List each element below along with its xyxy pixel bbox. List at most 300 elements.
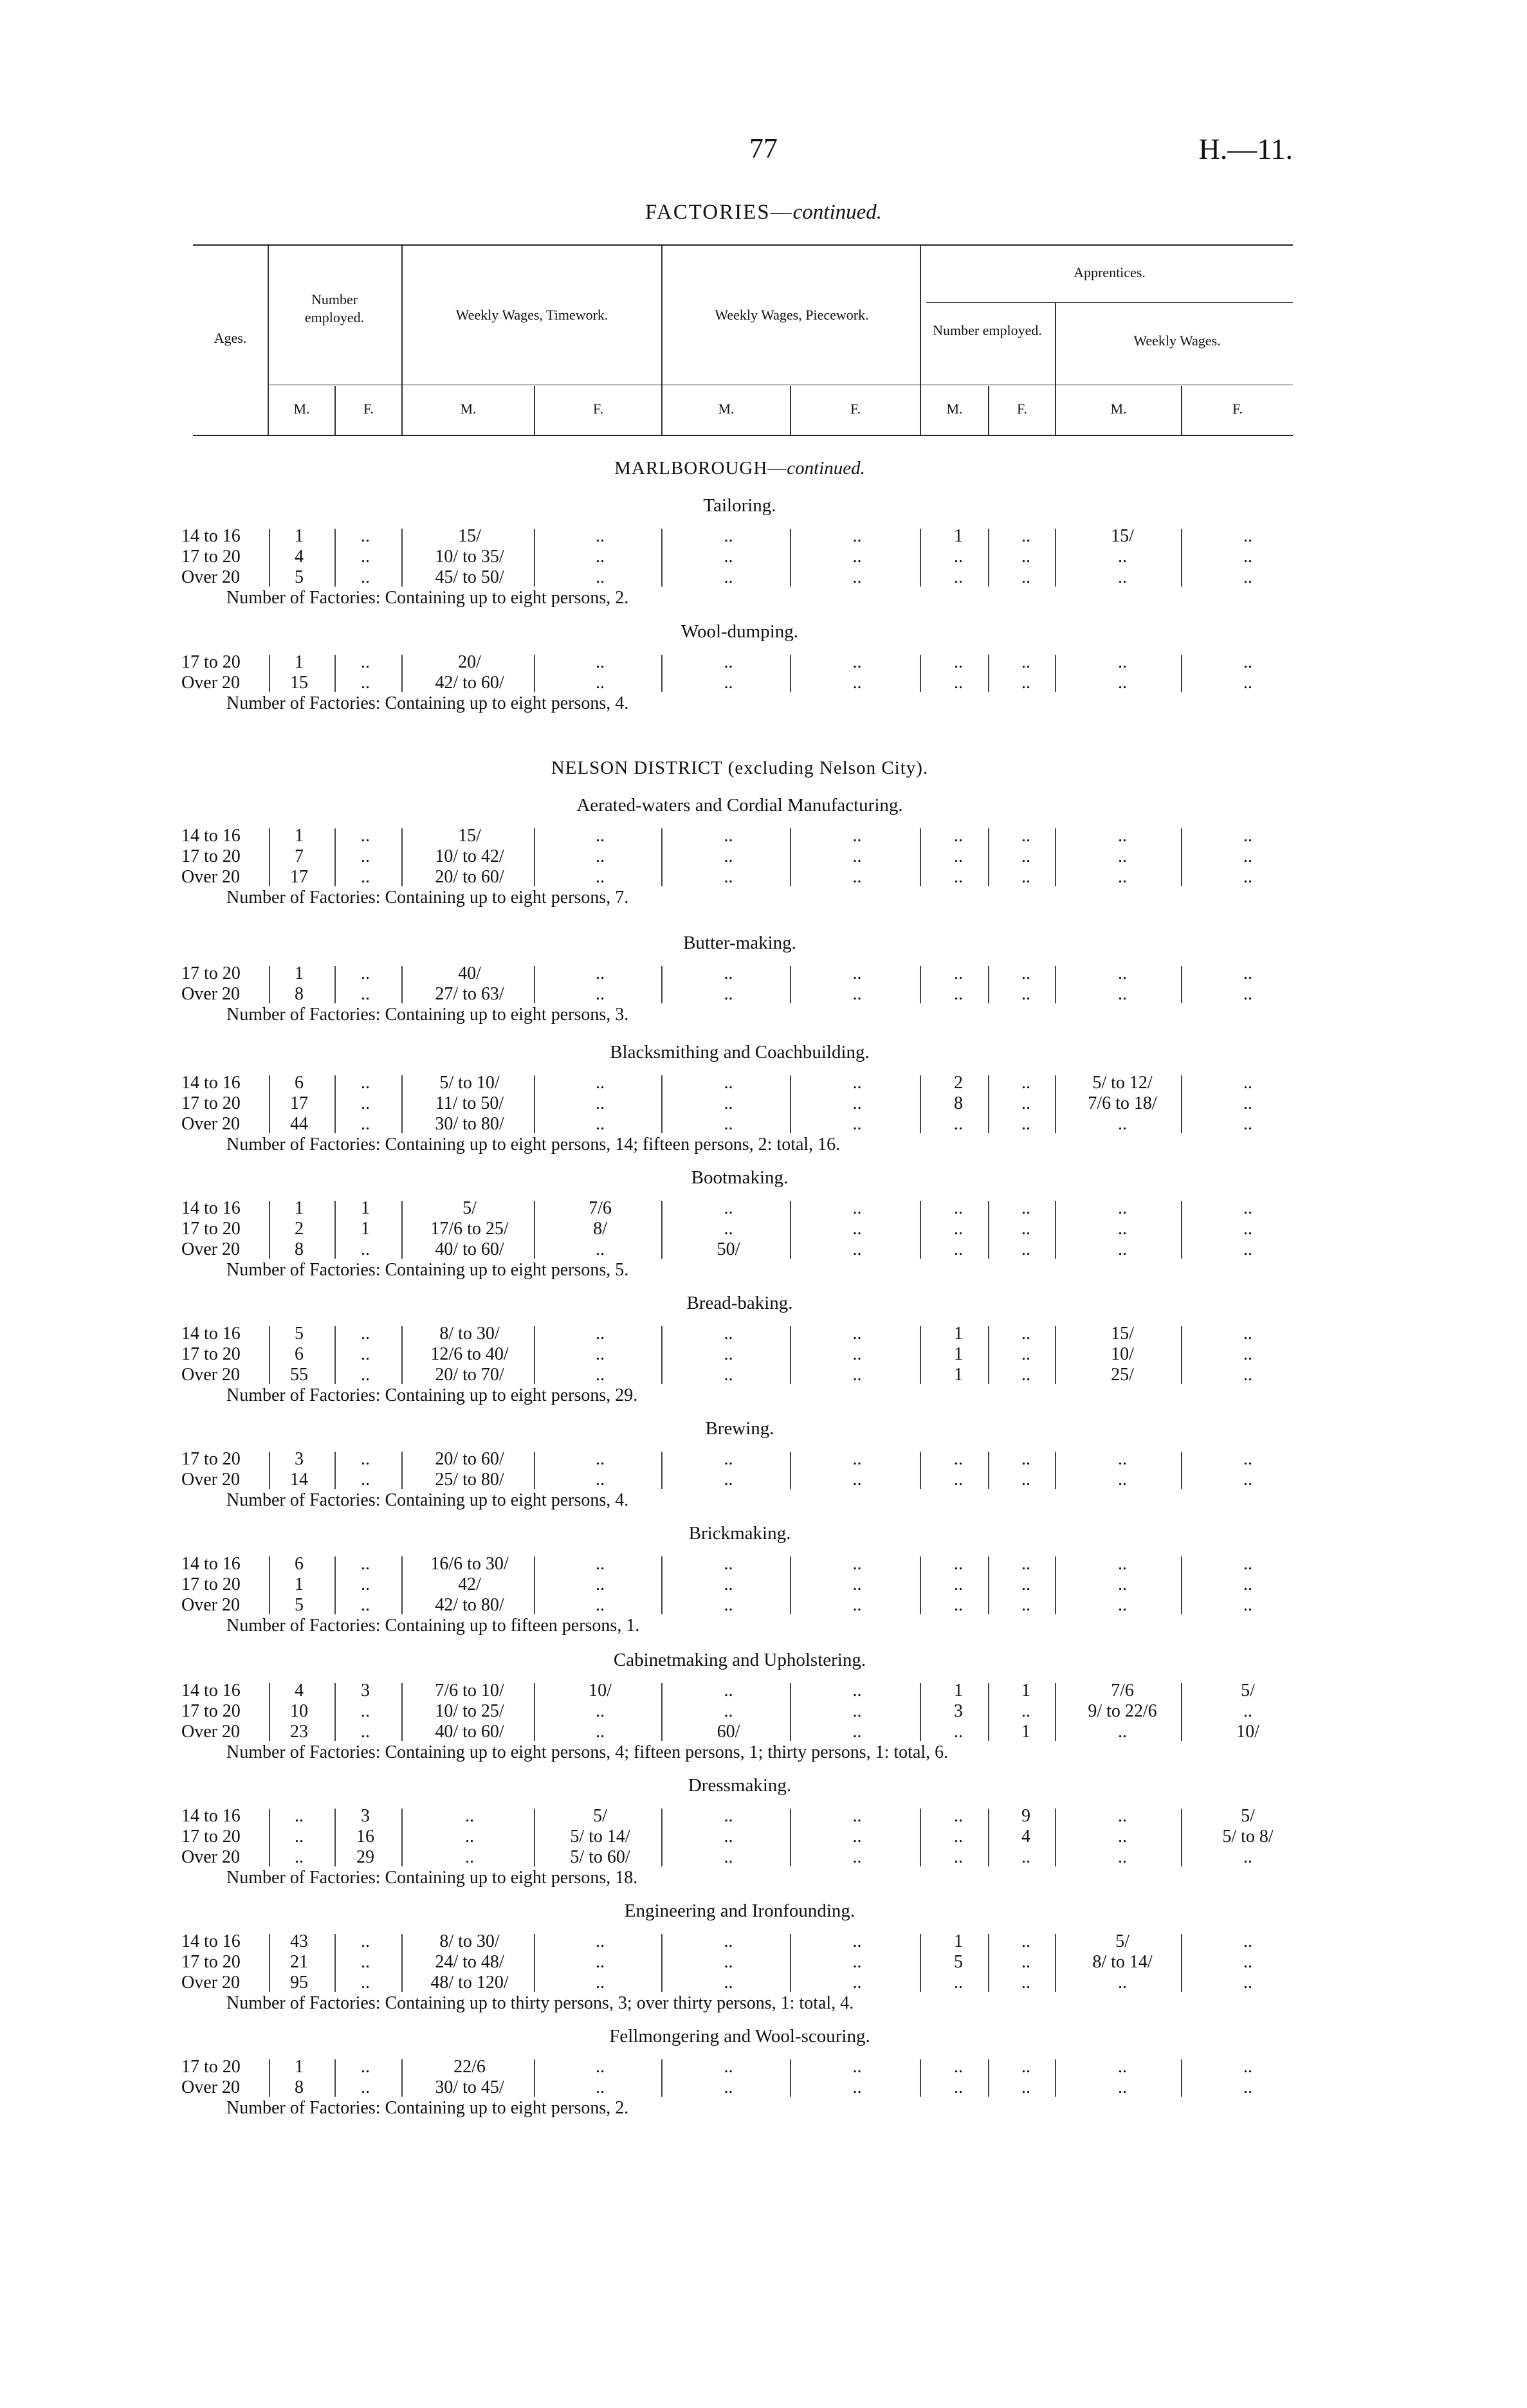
cell-pm: .. [724,1219,733,1239]
cell-pf: .. [852,1701,862,1721]
cell-af: .. [1021,1198,1030,1218]
cell-age: 17 to 20 [181,1574,241,1594]
table-row [0,652,1527,673]
cell-tf: .. [596,1093,605,1113]
cell-wf: .. [1243,1554,1252,1574]
cell-age: 14 to 16 [181,1198,241,1218]
table-row [0,984,1527,1005]
cell-tm: .. [465,1827,474,1847]
cell-tf: .. [596,1574,605,1594]
industry-heading: Bootmaking. [691,1167,789,1188]
cell-wm: 10/ [1111,1344,1134,1364]
column-separator [1181,1556,1182,1614]
cell-pf: .. [852,1198,862,1218]
column-separator [790,1201,791,1259]
header-m: M. [460,401,477,417]
cell-ef: .. [361,963,370,983]
cell-wf: .. [1243,1701,1252,1721]
column-separator [988,1075,989,1133]
cell-tf: .. [596,867,605,887]
report-reference: H.—11. [1198,132,1293,165]
factories-summary: Number of Factories: Containing up to eight persons, 2. [226,2098,629,2118]
cell-ef: 3 [361,1681,370,1701]
cell-em: 1 [295,1574,304,1594]
column-separator [1055,966,1056,1003]
cell-pf: .. [852,1073,862,1093]
column-separator [920,1452,921,1489]
column-separator [1055,1452,1056,1489]
cell-af: .. [1021,1701,1030,1721]
column-separator [1181,1201,1182,1259]
cell-age: Over 20 [181,2077,240,2097]
industry-heading: Butter-making. [683,933,796,953]
cell-tf: .. [596,1722,605,1742]
cell-pm: .. [724,1365,733,1385]
column-separator [790,1326,791,1384]
header-weekly-wages-piecework: Weekly Wages, Piecework. [715,307,869,323]
cell-af: .. [1021,1114,1030,1134]
cell-tf: .. [596,1595,605,1615]
cell-wm: .. [1118,567,1127,587]
cell-em: 4 [295,1681,304,1701]
cell-ef: .. [361,2057,370,2077]
factories-summary: Number of Factories: Containing up to eight persons, 14; fifteen persons, 2: total, 16. [226,1135,841,1154]
column-separator [334,529,336,587]
cell-wm: .. [1118,1847,1127,1867]
table-row [0,1198,1527,1219]
cell-pf: .. [852,652,862,672]
column-separator [790,1683,791,1741]
cell-af: .. [1021,1344,1030,1364]
cell-pf: .. [852,984,862,1004]
cell-pm: .. [724,867,733,887]
cell-af: .. [1021,673,1030,693]
column-separator [269,529,270,587]
cell-tm: 45/ to 50/ [435,567,504,587]
cell-age: 17 to 20 [181,2057,241,2077]
cell-tf: .. [596,1973,605,1993]
cell-pm: .. [724,1681,733,1701]
cell-wm: .. [1118,1449,1127,1469]
cell-am: .. [954,1470,963,1490]
table-row [0,1595,1527,1616]
column-separator [334,966,336,1003]
region-name-italic: continued. [787,458,865,479]
cell-af: 1 [1021,1681,1030,1701]
region-heading-nelson [0,758,1479,779]
cell-pm: .. [724,984,733,1004]
cell-wf: .. [1243,2077,1252,2097]
cell-age: Over 20 [181,1847,240,1867]
cell-em: 17 [290,1093,308,1113]
column-separator [534,1683,535,1741]
cell-tf: .. [596,1470,605,1490]
cell-tm: 15/ [458,526,481,546]
cell-wm: .. [1118,1114,1127,1134]
cell-tm: 42/ to 60/ [435,673,504,693]
cell-pf: .. [852,1973,862,1993]
cell-pf: .. [852,826,862,846]
column-separator [334,655,336,692]
column-separator [920,1934,921,1992]
cell-pf: .. [852,1722,862,1742]
cell-em: 10 [290,1701,308,1721]
column-separator [1055,1201,1056,1259]
column-separator [790,1934,791,1992]
industry-heading: Wool-dumping. [681,621,799,642]
column-separator [988,1556,989,1614]
cell-pm: .. [724,1093,733,1113]
industry-heading: Cabinetmaking and Upholstering. [613,1650,866,1670]
column-separator [334,1201,336,1259]
cell-tm: 8/ to 30/ [439,1324,500,1344]
cell-wf: .. [1243,1324,1252,1344]
cell-em: .. [295,1847,304,1867]
column-separator [661,1934,663,1992]
cell-wf: .. [1243,984,1252,1004]
cell-tf: 7/6 [589,1198,612,1218]
header-number-employed: Number employed. [304,291,365,325]
cell-am: .. [954,1827,963,1847]
cell-ef: .. [361,1470,370,1490]
column-separator [1055,529,1056,587]
cell-em: 3 [295,1449,304,1469]
cell-af: .. [1021,1574,1030,1594]
cell-ef: .. [361,1093,370,1113]
cell-em: 5 [295,1324,304,1344]
cell-tm: 10/ to 42/ [435,846,504,866]
table-row [0,673,1527,693]
factories-summary: Number of Factories: Containing up to eight persons, 29. [226,1385,638,1405]
cell-pm: .. [724,846,733,866]
cell-wm: 15/ [1111,1324,1134,1344]
header-weekly-wages-timework: Weekly Wages, Timework. [455,307,608,323]
cell-pm: .. [724,1827,733,1847]
cell-tm: 10/ to 35/ [435,547,504,567]
column-separator [920,655,921,692]
cell-ef: .. [361,1365,370,1385]
column-separator [334,1326,336,1384]
cell-am: .. [954,963,963,983]
cell-tf: 10/ [589,1681,612,1701]
cell-af: .. [1021,867,1030,887]
cell-tm: 24/ to 48/ [435,1952,504,1972]
cell-af: .. [1021,1219,1030,1239]
cell-tf: .. [596,1324,605,1344]
column-separator [1055,1556,1056,1614]
table-row [0,1806,1527,1827]
cell-wm: 7/6 [1111,1681,1134,1701]
cell-am: .. [954,826,963,846]
cell-tm: 22/6 [453,2057,486,2077]
column-separator [661,1452,663,1489]
column-separator [401,1683,403,1741]
column-separator [1181,828,1182,886]
column-separator [334,1934,336,1992]
header-f: F. [1017,401,1027,417]
cell-ef: .. [361,1324,370,1344]
region-name: MARLBOROUGH— [614,458,787,479]
cell-tm: 7/6 to 10/ [435,1681,504,1701]
column-separator [534,1075,535,1133]
column-separator [269,1075,270,1133]
cell-tm: 8/ to 30/ [439,1931,500,1951]
cell-age: 14 to 16 [181,1806,241,1826]
cell-em: 17 [290,867,308,887]
cell-tm: 27/ to 63/ [435,984,504,1004]
cell-wm: .. [1118,1595,1127,1615]
column-separator [790,1452,791,1489]
cell-tm: 30/ to 45/ [435,2077,504,2097]
cell-ef: .. [361,1973,370,1993]
table-row [0,567,1527,588]
cell-af: .. [1021,1470,1030,1490]
cell-am: .. [954,1973,963,1993]
cell-am: .. [954,1722,963,1742]
cell-am: 1 [954,1324,963,1344]
cell-wf: .. [1243,547,1252,567]
cell-pm: .. [724,1324,733,1344]
cell-tm: 16/6 to 30/ [430,1554,509,1574]
cell-af: .. [1021,1554,1030,1574]
industry-heading: Fellmongering and Wool-scouring. [609,2026,870,2047]
cell-ef: 3 [361,1806,370,1826]
apprentices-rule [926,302,1293,303]
region-name: NELSON DISTRICT (excluding Nelson City). [551,758,929,778]
column-separator [920,1201,921,1259]
cell-tm: .. [465,1806,474,1826]
column-separator [988,1201,989,1259]
cell-wf: .. [1243,1931,1252,1951]
column-separator [1181,1326,1182,1384]
cell-tf: .. [596,963,605,983]
cell-em: 7 [295,846,304,866]
column-separator [1055,1326,1056,1384]
cell-wf: .. [1243,826,1252,846]
header-f: F. [363,401,374,417]
cell-em: 44 [290,1114,308,1134]
cell-wm: .. [1118,1827,1127,1847]
cell-age: Over 20 [181,1470,240,1490]
cell-wf: 5/ [1241,1806,1255,1826]
cell-pf: .. [852,1595,862,1615]
cell-tf: .. [596,846,605,866]
cell-tm: 42/ to 80/ [435,1595,504,1615]
cell-tf: 8/ [593,1219,607,1239]
column-separator [790,655,791,692]
cell-tm: 10/ to 25/ [435,1701,504,1721]
cell-pm: .. [724,547,733,567]
cell-tm: 42/ [458,1574,481,1594]
cell-age: 17 to 20 [181,1219,241,1239]
cell-em: 1 [295,1198,304,1218]
cell-am: .. [954,1554,963,1574]
column-separator [920,1326,921,1384]
table-row [0,1324,1527,1344]
column-separator [988,828,989,886]
table-row [0,526,1527,547]
column-separator [334,2059,336,2097]
cell-am: 1 [954,1344,963,1364]
cell-tf: .. [596,1344,605,1364]
cell-pm: .. [724,1595,733,1615]
cell-ef: .. [361,526,370,546]
column-separator [790,966,791,1003]
column-separator [401,2059,403,2097]
cell-age: 17 to 20 [181,1701,241,1721]
cell-wm: .. [1118,1198,1127,1218]
cell-am: 1 [954,1931,963,1951]
cell-am: .. [954,547,963,567]
cell-pf: .. [852,1365,862,1385]
table-row [0,1701,1527,1722]
cell-em: 5 [295,1595,304,1615]
page-title [0,201,1527,224]
cell-wf: .. [1243,1114,1252,1134]
cell-tm: 5/ to 10/ [439,1073,500,1093]
column-separator [401,1452,403,1489]
cell-am: 3 [954,1701,963,1721]
column-separator [661,2059,663,2097]
table-row [0,1574,1527,1595]
table-row [0,1239,1527,1260]
cell-wf: .. [1243,1239,1252,1259]
table-row [0,1931,1527,1952]
cell-age: Over 20 [181,1722,240,1742]
cell-wf: .. [1243,1344,1252,1364]
cell-tm: 17/6 to 25/ [430,1219,509,1239]
column-separator [1181,2059,1182,2097]
cell-am: .. [954,1449,963,1469]
cell-af: 1 [1021,1722,1030,1742]
cell-af: .. [1021,826,1030,846]
cell-pf: .. [852,1219,862,1239]
cell-age: 17 to 20 [181,547,241,567]
cell-ef: 29 [356,1847,374,1867]
cell-wf: .. [1243,867,1252,887]
header-f: F. [1232,401,1243,417]
cell-age: 14 to 16 [181,1554,241,1574]
cell-wm: .. [1118,963,1127,983]
header-m: M. [946,401,963,417]
cell-wf: .. [1243,1198,1252,1218]
cell-af: .. [1021,1073,1030,1093]
cell-af: .. [1021,526,1030,546]
cell-ef: .. [361,826,370,846]
cell-wm: .. [1118,547,1127,567]
table-row [0,1073,1527,1093]
header-f: F. [850,401,861,417]
cell-pf: .. [852,1324,862,1344]
column-separator [1181,1934,1182,1992]
cell-tf: .. [596,1449,605,1469]
cell-ef: .. [361,547,370,567]
cell-pm: .. [724,1073,733,1093]
cell-em: 15 [290,673,308,693]
column-separator [401,1556,403,1614]
cell-tm: 40/ to 60/ [435,1239,504,1259]
cell-age: 17 to 20 [181,846,241,866]
column-separator [661,1556,663,1614]
cell-pf: .. [852,1931,862,1951]
cell-ef: 1 [361,1219,370,1239]
column-separator [988,1452,989,1489]
cell-tm: 20/ [458,652,481,672]
table-row [0,1365,1527,1385]
table-row [0,1722,1527,1742]
factories-summary: Number of Factories: Containing up to eight persons, 4; fifteen persons, 1; thirty persons, 1: total, 6. [226,1742,949,1762]
cell-em: 8 [295,984,304,1004]
cell-tf: .. [596,526,605,546]
cell-am: 1 [954,526,963,546]
cell-tf: .. [596,547,605,567]
cell-pm: .. [724,826,733,846]
cell-age: 14 to 16 [181,526,241,546]
cell-age: Over 20 [181,1239,240,1259]
column-separator [1181,966,1182,1003]
cell-ef: .. [361,1073,370,1093]
cell-ef: .. [361,1574,370,1594]
cell-pm: .. [724,1554,733,1574]
cell-wm: .. [1118,652,1127,672]
column-separator [534,1934,535,1992]
cell-pm: .. [724,526,733,546]
cell-af: .. [1021,1847,1030,1867]
header-m: M. [718,401,735,417]
cell-pm: 60/ [717,1722,740,1742]
cell-wf: 5/ to 8/ [1222,1827,1274,1847]
cell-af: .. [1021,2057,1030,2077]
factories-summary: Number of Factories: Containing up to eight persons, 7. [226,888,629,908]
factories-summary: Number of Factories: Containing up to fifteen persons, 1. [226,1616,640,1636]
cell-ef: .. [361,1449,370,1469]
cell-ef: .. [361,984,370,1004]
cell-am: .. [954,673,963,693]
cell-age: Over 20 [181,1114,240,1134]
column-separator [269,2059,270,2097]
cell-wf: .. [1243,1973,1252,1993]
cell-wf: .. [1243,526,1252,546]
column-separator [534,655,535,692]
column-separator [790,828,791,886]
cell-pf: .. [852,1554,862,1574]
cell-af: .. [1021,1931,1030,1951]
cell-pm: .. [724,652,733,672]
column-separator [790,1556,791,1614]
cell-pf: .. [852,2077,862,2097]
cell-am: .. [954,2077,963,2097]
cell-wm: .. [1118,1554,1127,1574]
column-separator [269,828,270,886]
cell-am: .. [954,1847,963,1867]
column-separator [1055,655,1056,692]
cell-am: .. [954,1114,963,1134]
column-separator [988,1683,989,1741]
header-apprentices-weekly-wages: Weekly Wages. [1133,333,1221,349]
column-separator [661,1201,663,1259]
cell-tf: 5/ to 14/ [570,1827,630,1847]
cell-af: .. [1021,984,1030,1004]
header-f: F. [593,401,603,417]
cell-ef: .. [361,652,370,672]
cell-em: 14 [290,1470,308,1490]
cell-tm: 5/ [462,1198,477,1218]
header-apprentices: Apprentices. [1074,264,1146,280]
cell-tm: 30/ to 80/ [435,1114,504,1134]
cell-pm: .. [724,1701,733,1721]
column-separator [269,1201,270,1259]
cell-em: 6 [295,1344,304,1364]
